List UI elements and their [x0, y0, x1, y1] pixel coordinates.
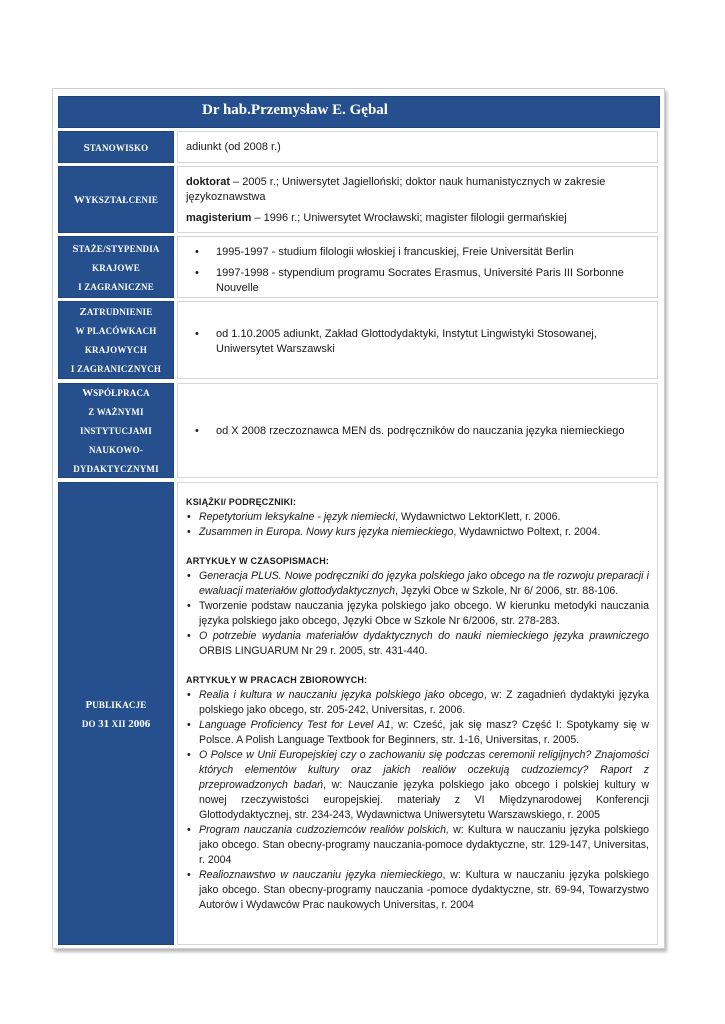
publication-item [186, 868, 649, 913]
pub-details: Tworzenie podstaw nauczania języka polskiego jako obcego. W kierunku metodyki nauczania języka polskiego jako obcego, Języki Obce w Szkole Nr 6/2006, str. 278-283. [199, 600, 649, 627]
pub-title: Program nauczania cudzoziemców realiów polskich, [199, 824, 449, 836]
pub-title: Language Proficiency Test for Level A1 [199, 719, 391, 731]
title-bar [58, 96, 660, 128]
pub-title: Zusammen in Europa. Nowy kurs języka niemieckiego [199, 526, 454, 538]
label-line: UBLIKACJE [92, 699, 147, 710]
pub-details: , Wydawnictwo LektorKlett, r. 2006. [395, 511, 561, 523]
label-line: 31 [98, 717, 110, 730]
pub-title: O potrzebie wydania materiałów dydaktycznych do nauki niemieckiego języka prawniczego [199, 630, 649, 642]
cell-stanowisko [177, 131, 658, 163]
pub-details: , w: Nauczanie języka polskiego jako obcego i polskiej kultury w nowej rzeczywistości europejskiej. materiały z VI Międzynarodowej Konferencji Glottodydaktycznej, str. 234-243, Wydawnictwa Uniwersytetu Warszawskiego, r. 2005 [199, 779, 649, 821]
label-line: SPÓŁPRACA [93, 388, 150, 398]
pub-title: Realioznawstwo w nauczaniu języka niemieckiego [199, 869, 443, 881]
publication-item [186, 599, 649, 629]
label-zatrudnienie [58, 301, 174, 379]
label-cap: W [82, 387, 94, 399]
label-line: I ZAGRANICZNYCH [70, 364, 162, 374]
pub-title: Realia i kultura w nauczaniu języka polskiego jako obcego [199, 689, 484, 701]
education-entry [186, 211, 649, 226]
pub-details: , Języki Obce w Szkole, Nr 6/ 2006, str. 88-106. [395, 585, 619, 597]
pub-title: O Polsce w Unii Europejskiej czy o zachowaniu się podczas ceremonii religijnych? Znajomości których elementów kultury oraz jakich realiów oczekują cudzoziemcy? Raport z przeprowadzonych badań [199, 749, 649, 791]
label-line: W PLACÓWKACH [75, 326, 157, 336]
label-line: ATRUDNIENIE [86, 307, 153, 317]
label-line: I ZAGRANICZNE [78, 281, 154, 292]
label-wyksztalcenie [58, 166, 174, 233]
label-cap: W [73, 194, 85, 206]
degree-name: magisterium [186, 212, 252, 224]
degree-details: – 1996 r.; Uniwersytet Wrocławski; magister filologii germańskiej [251, 212, 567, 224]
publication-item [186, 688, 649, 718]
publication-item [186, 569, 649, 599]
label-publikacje [58, 482, 174, 945]
label-line: KRAJOWYCH [84, 345, 148, 355]
section-heading: KSIĄŻKI/ PODRĘCZNIKI: [186, 497, 297, 507]
label-cap: Z [79, 306, 87, 318]
education-entry [186, 175, 649, 205]
publication-item [186, 525, 649, 540]
label-wspolpraca [58, 383, 174, 478]
list-item: • 1997-1998 - stypendium programu Socrates Erasmus, Université Paris III Sorbonne Nouvelle [186, 266, 649, 296]
label-line: Z WAŻNYMI [88, 407, 144, 417]
label-rest: TANOWISKO [89, 142, 149, 153]
label-cap: P [85, 698, 93, 711]
label-line: 2006 [128, 717, 151, 730]
label-line: KRAJOWE [92, 262, 140, 273]
pub-details: , w: Z zagadnień dydaktyki języka polskiego jako obcego, str. 205-242, Universitas, r. 2006. [199, 689, 650, 716]
cell-zatrudnienie [177, 301, 658, 379]
label-line: INSTYTUCJAMI [80, 426, 152, 436]
position-text: adiunkt (od 2008 r.) [186, 141, 281, 153]
list-item: • 1995-1997 - studium filologii włoskiej i francuskiej, Freie Universität Berlin [186, 245, 649, 260]
label-staze [58, 236, 174, 298]
label-cap: S [83, 141, 90, 154]
label-cap: S [72, 242, 79, 255]
publication-item [186, 629, 649, 659]
pub-details: , Wydawnictwo Poltext, r. 2004. [453, 526, 601, 538]
pub-details: ORBIS LINGUARUM Nr 29 r. 2005, str. 431-440. [199, 645, 428, 657]
degree-details: – 2005 r.; Uniwersytet Jagielloński; doktor nauk humanistycznych w zakresie językoznawstwa [186, 176, 606, 203]
label-line: DYDAKTYCZNYMI [73, 464, 159, 474]
label-rest: YKSZTAŁCENIE [84, 195, 159, 205]
label-line: DO [81, 718, 99, 729]
pub-details: , w: Kultura w nauczaniu języka polskiego jako obcego. Stan obecny-programy nauczania -pomoce dydaktyczne, str. 69-94, Towarzystwo Autorów i Wydawców Prac naukowych Universitas, r. 2004 [199, 869, 650, 911]
cell-wyksztalcenie [177, 166, 658, 233]
cell-wspolpraca [177, 383, 658, 478]
cell-publikacje [177, 482, 658, 945]
cell-staze [177, 236, 658, 298]
publication-item [186, 823, 649, 868]
label-line: NAUKOWO- [88, 445, 144, 455]
list-item: • od X 2008 rzeczoznawca MEN ds. podręczników do nauczania języka niemieckiego [186, 424, 649, 439]
section-heading: ARTYKUŁY W CZASOPISMACH: [186, 556, 330, 566]
label-line: TAŻE/STYPENDIA [78, 243, 160, 254]
publication-item [186, 718, 649, 748]
label-stanowisko [58, 131, 174, 163]
page-title: Dr hab.Przemysław E. Gębal [202, 102, 388, 118]
section-heading: ARTYKUŁY W PRACACH ZBIOROWYCH: [186, 675, 368, 685]
pub-title: Repetytorium leksykalne - język niemiecki [199, 511, 396, 523]
degree-name: doktorat [186, 176, 230, 188]
pub-title: Generacja PLUS. Nowe podręczniki do języka polskiego jako obcego na tle rozwoju preparacji i ewaluacji materiałów glottodydaktycznych [199, 570, 649, 597]
publication-item [186, 510, 649, 525]
publication-item [186, 748, 649, 823]
pub-details: , w: Cześć, jak się masz? Część I: Spotykamy się w Polsce. A Polish Language Textbook for Beginners, str. 1-16, Universitas, r. 2005. [199, 719, 649, 746]
pub-details: w: Kultura w nauczaniu języka polskiego jako obcego. Stan obecny-programy nauczania-pomoce dydaktyczne, str. 129-147, Universitas, r. 2004 [199, 824, 649, 866]
list-item: • od 1.10.2005 adiunkt, Zakład Glottodydaktyki, Instytut Lingwistyki Stosowanej, Uniwersytet Warszawski [186, 327, 649, 357]
label-line: XII [109, 718, 129, 729]
